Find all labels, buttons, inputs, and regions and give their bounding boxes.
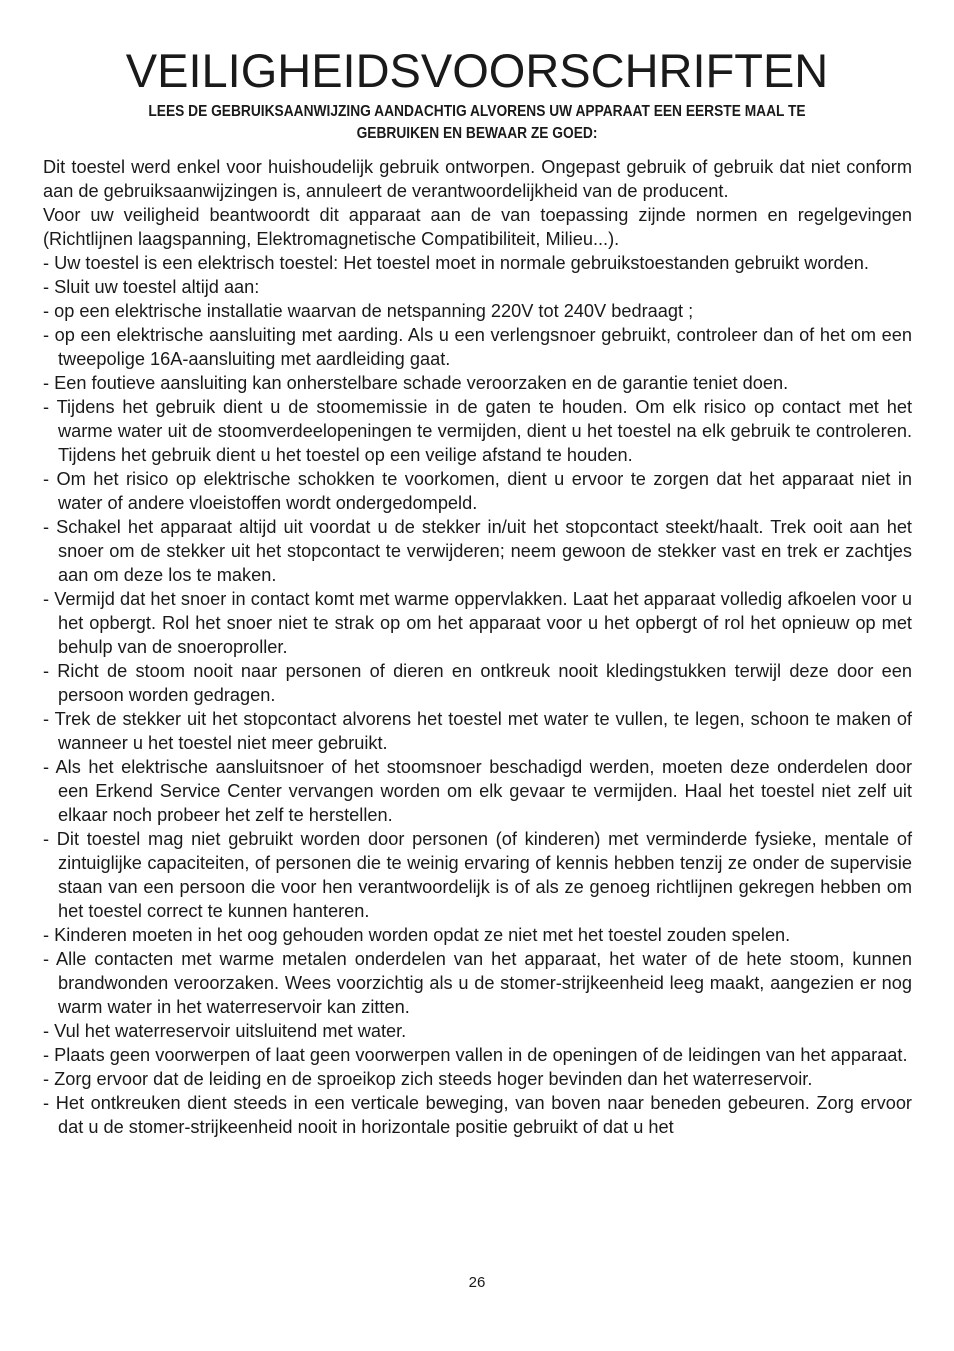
intro-paragraph: Dit toestel werd enkel voor huishoudelijk gebruik ontworpen. Ongepast gebruik of gebruik dat niet conform aan de gebruiksaanwijzingen is, annuleert de verantwoordelijkheid van de producent. (43, 157, 912, 201)
safety-item: - Plaats geen voorwerpen of laat geen voorwerpen vallen in de openingen of de leidingen van het apparaat. (43, 1045, 908, 1065)
page-number: 26 (468, 1274, 486, 1291)
safety-item: - Vul het waterreservoir uitsluitend met water. (43, 1021, 407, 1041)
safety-item: - Alle contacten met warme metalen onderdelen van het apparaat, het water of de hete stoom, kunnen brandwonden veroorzaken. Wees voorzichtig als u de stomer-strijkeenheid leeg maakt, aangezien er nog warm water in het waterreservoir kan zitten. (43, 949, 912, 1017)
safety-item: - Richt de stoom nooit naar personen of dieren en ontkreuk nooit kledingstukken terwijl deze door een persoon worden gedragen. (43, 661, 912, 705)
safety-item: - Tijdens het gebruik dient u de stoomemissie in de gaten te houden. Om elk risico op contact met het warme water uit de stoomverdeelopeningen te vermijden, dient u het toestel na elk gebruik te controleren. Tijdens het gebruik dient u het toestel op een veilige afstand te houden. (43, 397, 912, 465)
safety-item: - op een elektrische installatie waarvan de netspanning 220V tot 240V bedraagt ; (43, 301, 694, 321)
safety-item: - Kinderen moeten in het oog gehouden worden opdat ze niet met het toestel zouden spelen. (43, 925, 791, 945)
safety-item: - Als het elektrische aansluitsnoer of het stoomsnoer beschadigd werden, moeten deze onderdelen door een Erkend Service Center vervangen worden om elk gevaar te vermijden. Haal het toestel niet zelf uit elkaar noch probeer het zelf te herstellen. (43, 757, 912, 825)
safety-item: - Om het risico op elektrische schokken te voorkomen, dient u ervoor te zorgen dat het apparaat niet in water of andere vloeistoffen wordt ondergedompeld. (43, 469, 912, 513)
safety-item: - Trek de stekker uit het stopcontact alvorens het toestel met water te vullen, te legen, schoon te maken of wanneer u het toestel niet meer gebruikt. (43, 709, 912, 753)
intro-paragraph: Voor uw veiligheid beantwoordt dit apparaat aan de van toepassing zijnde normen en regelgevingen (Richtlijnen laagspanning, Elektromagnetische Compatibiliteit, Milieu...). (43, 205, 912, 249)
document-body (43, 155, 912, 1139)
safety-item: - Vermijd dat het snoer in contact komt met warme oppervlakken. Laat het apparaat volledig afkoelen voor u het opbergt. Rol het snoer niet te strak op om het apparaat voor u het opbergt of rol het opnieuw op met behulp van de snoeroproller. (43, 589, 912, 657)
safety-item: - Een foutieve aansluiting kan onherstelbare schade veroorzaken en de garantie teniet doen. (43, 373, 789, 393)
safety-item: - op een elektrische aansluiting met aarding. Als u een verlengsnoer gebruikt, controleer dan of het om een tweepolige 16A-aansluiting met aardleiding gaat. (43, 325, 912, 369)
safety-item: - Het ontkreuken dient steeds in een verticale beweging, van boven naar beneden gebeuren. Zorg ervoor dat u de stomer-strijkeenheid nooit in horizontale positie gebruikt of dat u het (43, 1093, 912, 1137)
safety-item: - Schakel het apparaat altijd uit voordat u de stekker in/uit het stopcontact steekt/haalt. Trek ooit aan het snoer om de stekker uit het stopcontact te verwijderen; neem gewoon de stekker vast en trek er zachtjes aan om deze los te maken. (43, 517, 912, 585)
safety-item: - Zorg ervoor dat de leiding en de sproeikop zich steeds hoger bevinden dan het waterreservoir. (43, 1069, 813, 1089)
page-subtitle: LEES DE GEBRUIKSAANWIJZING AANDACHTIG ALVORENS UW APPARAAT EEN EERSTE MAAL TE GEBRUIKEN EN BEWAAR ZE GOED: (148, 103, 806, 142)
page-title: VEILIGHEIDSVOORSCHRIFTEN (125, 44, 829, 97)
safety-item: - Sluit uw toestel altijd aan: (43, 277, 260, 297)
safety-item: - Dit toestel mag niet gebruikt worden door personen (of kinderen) met verminderde fysieke, mentale of zintuiglijke capaciteiten, of personen die te weinig ervaring of kennis hebben tenzij ze onder de supervisie staan van een persoon die voor hen verantwoordelijk is of als ze genoeg richtlijnen gekregen hebben om het toestel correct te kunnen hanteren. (43, 829, 912, 921)
safety-item: - Uw toestel is een elektrisch toestel: Het toestel moet in normale gebruikstoestanden gebruikt worden. (43, 253, 869, 273)
